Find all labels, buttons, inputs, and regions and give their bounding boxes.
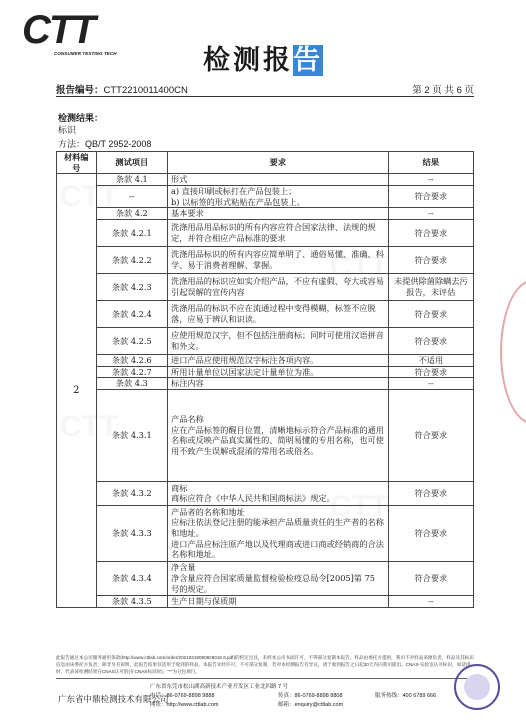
report-no: CTT2210011400CN [103,85,188,96]
header-material-no: 材料编号 [57,152,97,174]
clause-cell: 条款 4.3.4 [96,561,168,595]
clause-cell: 条款 4.3.1 [96,389,168,481]
results-table [56,151,474,608]
footer-notice: 此报告通过本公司服务通用条款(http://www.cttlab.com/order/20210319090829016 6.pdf)的约定出具，未经本公司书面许可，不得部分复制本报告。样品由委托方提供，我司不对样品来源负责，样品及其标识信息由该委托方负责；除非另有说明，此报告结果仅适用于收到的样品，本报告未经许可，不可部分复制，若对本检测报告有异议，请于收到报告之日起30天内向我司提出。CNAS-实验室认可标识，如适用时，代表该检测结果在CNAS认可的(在CNAS标识时)，"*"为分包项目。 [56,655,474,674]
report-number-line [56,82,474,96]
requirement-cell: 所用计量单位以国家法定计量单位为准。 [168,366,389,378]
method-label: 方法：QB/T 2952-2008 [58,139,152,149]
table-row [57,327,474,354]
header-divider [56,96,474,97]
clause-cell: 条款 4.2 [96,208,168,220]
page-title [0,38,526,77]
page-info: 第 2 页 共 6 页 [412,85,474,96]
table-row [57,300,474,327]
service-hotline: 服务热线：400 6789 666 [375,693,437,699]
table-row [57,505,474,561]
contact-block-left [150,683,288,709]
website[interactable]: 网址：http://www.cttlab.com [150,701,219,708]
table-row [57,389,474,481]
result-cell: -- [388,174,473,186]
red-seal-stamp [500,280,526,424]
clause-cell: 条款 4.2.5 [96,327,168,354]
requirement-cell: 产品名称 应在产品标签的醒目位置，清晰地标示符合产品标准的通用名称或反映产品真实属性的、简明易懂的专用名称，也可使用不致产生误解或混淆的常用名或俗名。 [168,389,389,481]
requirement-cell: 洗涤用品标识的所有内容应简单明了、通俗易懂、准确、科学、易于消费者理解、掌握。 [168,246,389,273]
requirement-cell: 生产日期与保质期 [168,595,389,607]
table-row [57,354,474,366]
item-label: 标识 [58,125,77,135]
header-test-item: 测试项目 [96,152,168,174]
result-cell: 符合要求 [388,219,473,246]
clause-cell: 条款 4.2.4 [96,300,168,327]
requirement-cell: 洗涤用品的标识应如实介绍产品，不应有虚假、夸大或容易引起误解的宣传内容 [168,273,389,300]
requirement-cell: 标注内容 [168,378,389,390]
table-row [57,185,474,207]
clause-cell: 条款 4.1 [96,174,168,186]
result-cell: 未提供除菌除螨去污报告，未评估 [388,273,473,300]
result-cell: 符合要求 [388,389,473,481]
result-cell: 不适用 [388,354,473,366]
email[interactable]: 邮箱：enquiry@cttlab.com [278,701,344,708]
result-cell: 符合要求 [388,327,473,354]
requirement-cell: 产品者的名称和地址 应标注依法登记注册的能承担产品质量责任的生产者的名称和地址。 进口产品应标注原产地以及代理商或进口商或经销商的合法名称和地址。 [168,505,389,561]
result-cell: -- [388,378,473,390]
clause-cell: 条款 4.2.3 [96,273,168,300]
title-main: 检测报 [203,45,293,76]
requirement-cell: 洗涤用品用品标识的所有内容应符合国家法律、法规的规定，并符合相应产品标准的要求 [168,219,389,246]
table-row [57,561,474,595]
company-name: 广东省中鼎检测技术有限公司 [58,694,169,704]
footer-divider [56,678,474,679]
table-row [57,366,474,378]
table-row [57,246,474,273]
table-row [57,208,474,220]
logo-subtitle: CONSUMER TESTING TECH [54,51,117,56]
contact-block-mid [278,692,343,710]
result-cell: 符合要求 [388,246,473,273]
clause-cell: -- [96,185,168,207]
requirement-cell: 基本要求 [168,208,389,220]
requirement-cell: 进口产品应使用规范汉字标注各项内容。 [168,354,389,366]
clause-cell: 条款 4.2.2 [96,246,168,273]
clause-cell: 条款 4.2.6 [96,354,168,366]
material-no-cell: 2 [57,174,97,607]
table-row [57,481,474,505]
clause-cell: 条款 4.3.3 [96,505,168,561]
requirement-cell: 应使用规范汉字，但不包括注册商标；同时可使用汉语拼音和外文。 [168,327,389,354]
clause-cell: 条款 4.3 [96,378,168,390]
fax: 传真：86-0769-8898 8808 [278,693,343,699]
clause-cell: 条款 4.2.1 [96,219,168,246]
requirement-cell: 商标 商标应符合《中华人民共和国商标法》规定。 [168,481,389,505]
header-result: 结果 [388,152,473,174]
table-row [57,273,474,300]
table-row [57,219,474,246]
result-cell: 符合要求 [388,185,473,207]
result-cell: 符合要求 [388,481,473,505]
report-no-label: 报告编号： [56,85,104,96]
requirement-cell: 净含量 净含量应符合国家质量监督检验检疫总局令[2005]第 75 号的规定。 [168,561,389,595]
logo-text: CTT [22,8,94,52]
clause-cell: 条款 4.3.2 [96,481,168,505]
table-row [57,595,474,607]
result-label: 检测结果： [58,113,104,123]
table-row [57,174,474,186]
contact-block-right [375,692,436,701]
result-cell: 符合要求 [388,505,473,561]
title-highlight[interactable]: 告 [293,45,323,76]
header-requirement: 要求 [168,152,389,174]
result-cell: 符合要求 [388,561,473,595]
result-cell: -- [388,595,473,607]
table-header-row [57,152,474,174]
accreditation-seal-icon [454,664,500,710]
result-cell: 符合要求 [388,300,473,327]
address: 广东省东莞市松山湖高新技术产业开发区工业北四路 7 号 [150,684,289,690]
clause-cell: 条款 4.2.7 [96,366,168,378]
requirement-cell: a) 直接印刷或标打在产品包装上； b) 以标签的形式粘贴在产品包装上。 [168,185,389,207]
phone: 电话：86-0769-8898 9888 [150,692,215,699]
result-cell: -- [388,208,473,220]
table-row [57,378,474,390]
requirement-cell: 形式 [168,174,389,186]
result-cell: 符合要求 [388,366,473,378]
requirement-cell: 洗涤用品的标识不应在流通过程中变得模糊，标签不应脱落，应易于辨认和识读。 [168,300,389,327]
clause-cell: 条款 4.3.5 [96,595,168,607]
